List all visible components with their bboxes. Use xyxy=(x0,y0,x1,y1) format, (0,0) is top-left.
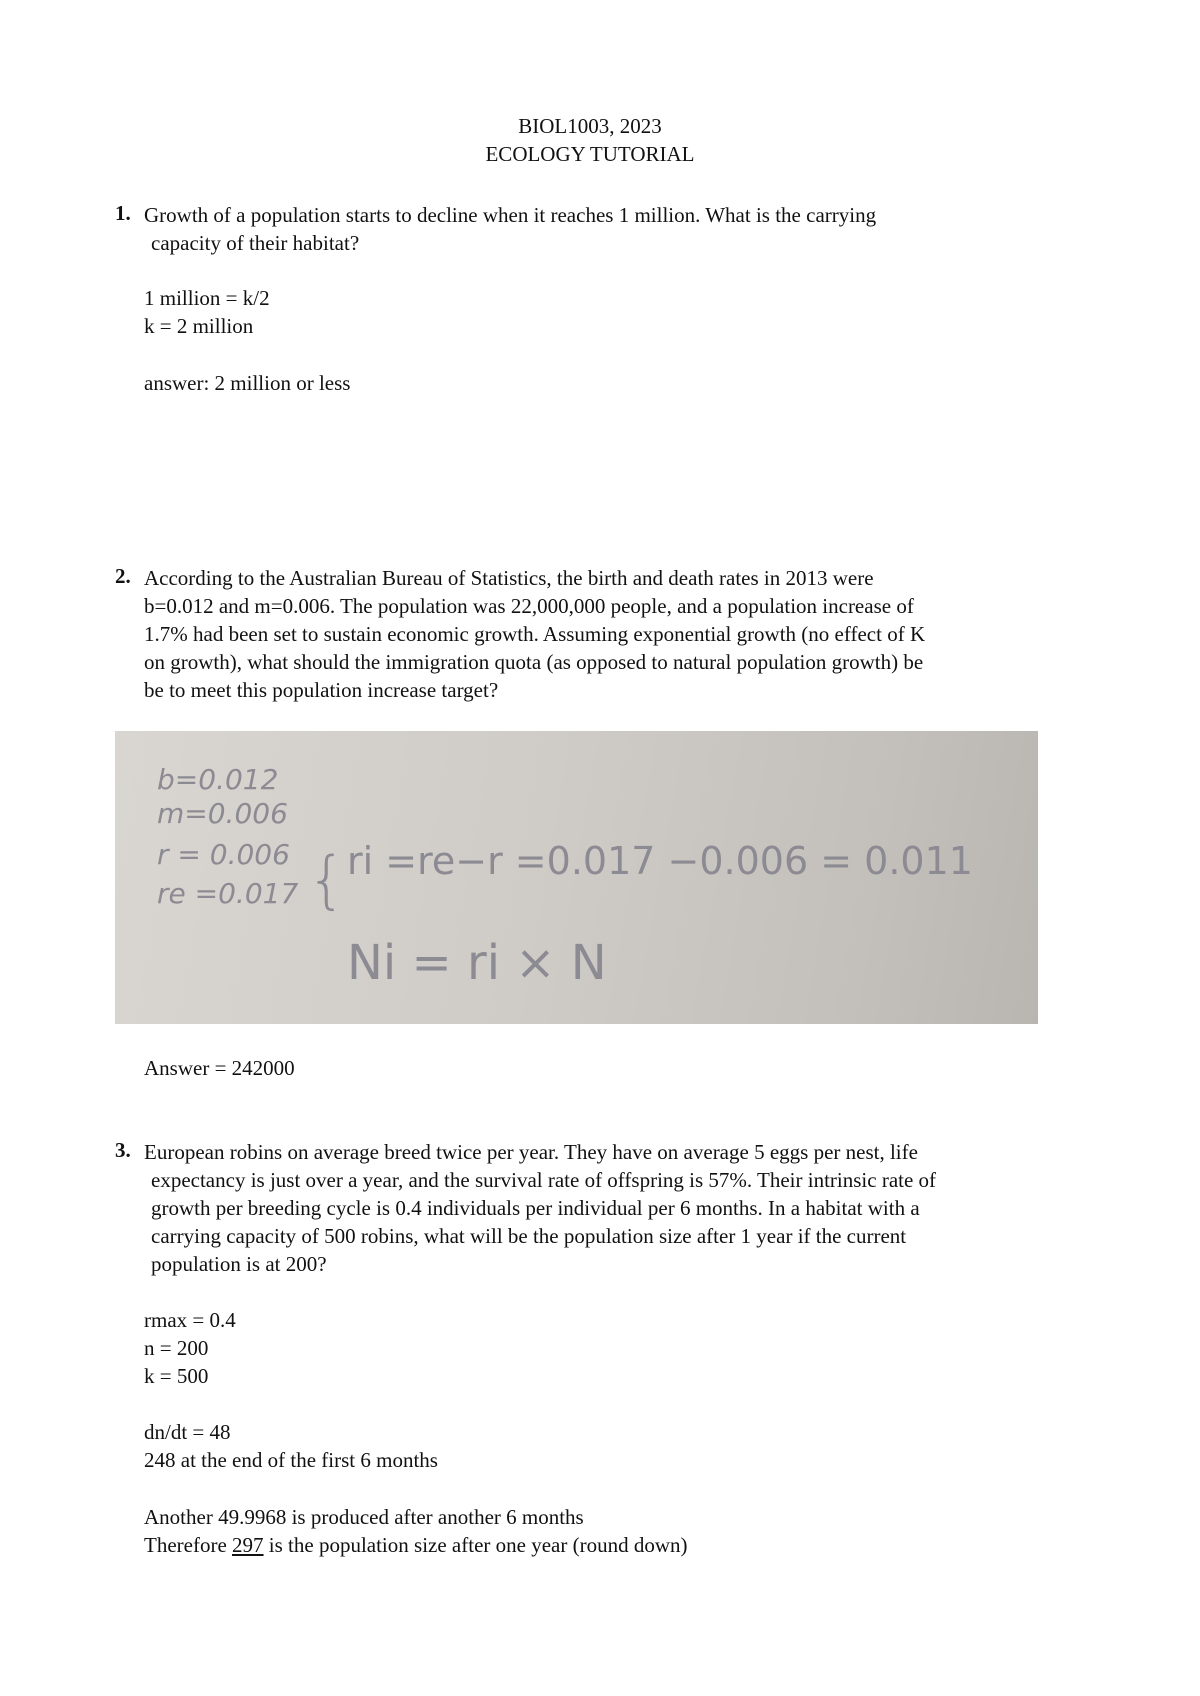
question-3-final-answer xyxy=(144,1531,687,1559)
handwritten-b: b=0.012 xyxy=(157,763,279,796)
question-2-line-4: on growth), what should the immigration quota (as opposed to natural population growth) be xyxy=(144,650,924,674)
handwritten-ni-formula: Ni = ri × N xyxy=(347,935,607,991)
question-3-six-months: 248 at the end of the first 6 months xyxy=(144,1448,438,1472)
question-1-number: 1. xyxy=(115,201,131,225)
question-3-dndt: dn/dt = 48 xyxy=(144,1420,231,1444)
question-3-line-5: population is at 200? xyxy=(151,1252,327,1276)
handwritten-r: r = 0.006 xyxy=(157,838,290,871)
question-2-line-5: be to meet this population increase target? xyxy=(144,678,499,702)
question-1-work-1: 1 million = k/2 xyxy=(144,286,270,310)
handwritten-re: re =0.017 xyxy=(157,877,299,910)
question-2-number: 2. xyxy=(115,564,131,588)
final-value: 297 xyxy=(232,1533,264,1557)
question-2-line-3: 1.7% had been set to sustain economic growth. Assuming exponential growth (no effect of K xyxy=(144,622,926,646)
handwritten-brace-open: { xyxy=(307,843,347,916)
question-3-line-3: growth per breeding cycle is 0.4 individuals per individual per 6 months. In a habitat with a xyxy=(151,1196,920,1220)
handwritten-working xyxy=(115,731,1038,1024)
handwritten-ri-formula: ri =re−r =0.017 −0.006 = 0.011 xyxy=(347,839,973,883)
document-header xyxy=(0,112,1180,168)
question-2-line-1: According to the Australian Bureau of Statistics, the birth and death rates in 2013 were xyxy=(144,566,874,590)
question-2-answer: Answer = 242000 xyxy=(144,1056,295,1080)
document-title: ECOLOGY TUTORIAL xyxy=(485,142,695,166)
question-3-work-rmax: rmax = 0.4 xyxy=(144,1308,236,1332)
question-1-work-2: k = 2 million xyxy=(144,314,254,338)
question-3-number: 3. xyxy=(115,1138,131,1162)
final-suffix: is the population size after one year (round down) xyxy=(263,1533,688,1557)
question-2-text xyxy=(144,564,925,704)
question-3-work-n: n = 200 xyxy=(144,1336,209,1360)
question-1-line-2: capacity of their habitat? xyxy=(151,231,360,255)
question-3-line-1: European robins on average breed twice per year. They have on average 5 eggs per nest, life xyxy=(144,1140,918,1164)
final-prefix: Therefore xyxy=(144,1533,233,1557)
course-code: BIOL1003, 2023 xyxy=(518,114,662,138)
handwritten-working-photo xyxy=(115,731,1038,1024)
question-3-line-4: carrying capacity of 500 robins, what will be the population size after 1 year if the current xyxy=(151,1224,907,1248)
handwritten-m: m=0.006 xyxy=(157,797,288,830)
question-1-line-1: Growth of a population starts to decline when it reaches 1 million. What is the carrying xyxy=(144,203,877,227)
question-1-text xyxy=(144,201,876,257)
question-3-another: Another 49.9968 is produced after another 6 months xyxy=(144,1505,584,1529)
question-2-line-2: b=0.012 and m=0.006. The population was 22,000,000 people, and a population increase of xyxy=(144,594,914,618)
question-1-answer: answer: 2 million or less xyxy=(144,371,351,395)
question-3-work-k: k = 500 xyxy=(144,1364,209,1388)
question-3-text xyxy=(144,1138,936,1278)
question-3-line-2: expectancy is just over a year, and the survival rate of offspring is 57%. Their intrinsic rate of xyxy=(151,1168,937,1192)
